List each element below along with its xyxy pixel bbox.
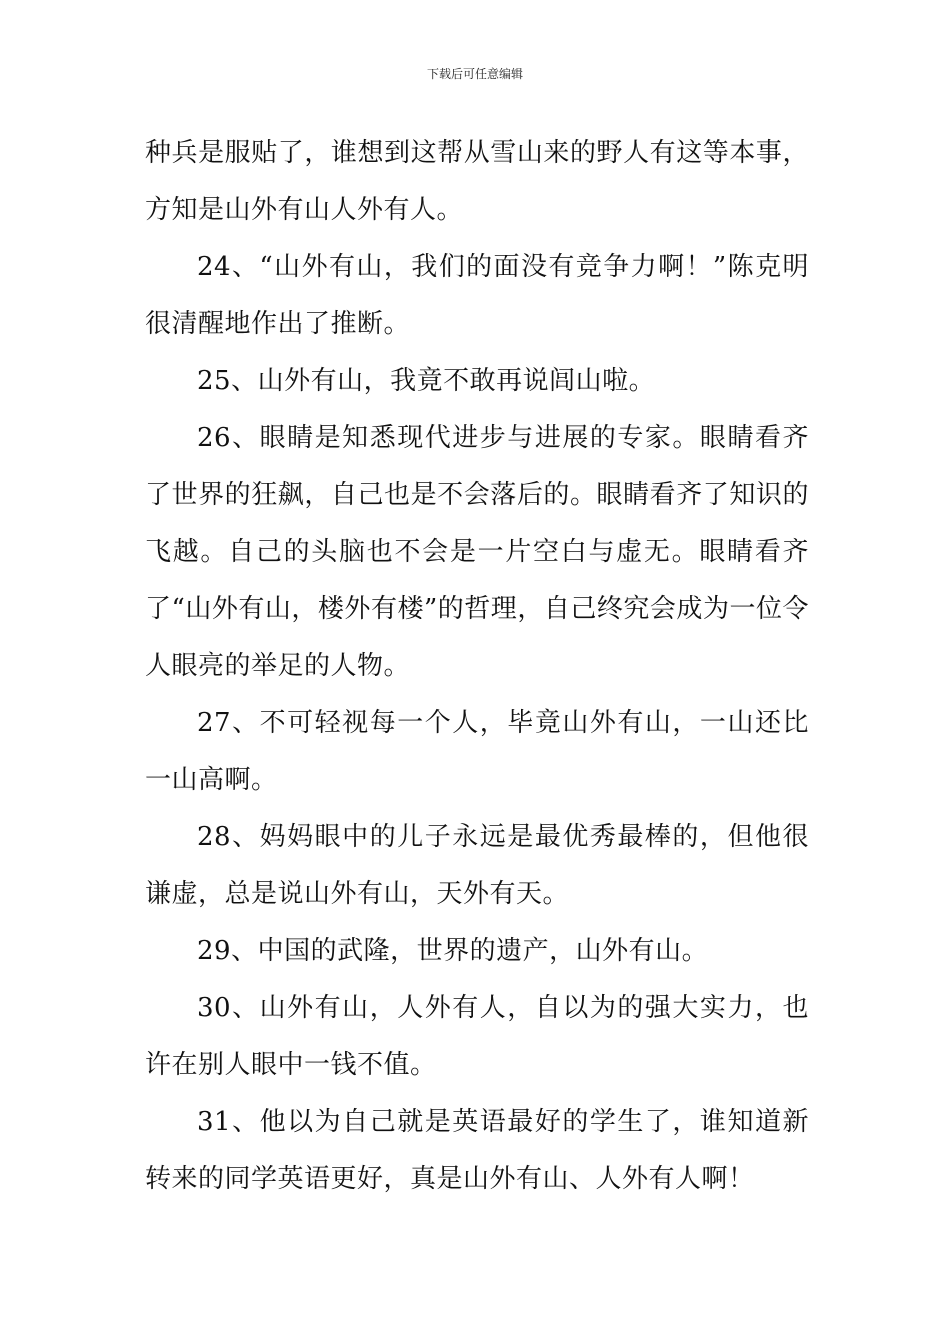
- paragraph-item-27: 27、不可轻视每一个人，毕竟山外有山，一山还比一山高啊。: [145, 708, 809, 795]
- paragraph-item-31: 31、他以为自己就是英语最好的学生了，谁知道新转来的同学英语更好，真是山外有山、人外有人啊！: [145, 1107, 809, 1194]
- paragraph-item-25: 25、山外有山，我竟不敢再说闾山啦。: [197, 366, 656, 396]
- paragraph-item-29: 29、中国的武隆，世界的遗产，山外有山。: [197, 936, 709, 966]
- paragraph-item-26: 26、眼睛是知悉现代进步与进展的专家。眼睛看齐了世界的狂飙，自己也是不会落后的。眼睛看齐了知识的飞越。自己的头脑也不会是一片空白与虚无。眼睛看齐了“山外有山，楼外有楼”的哲理，自己终究会成为一位令人眼亮的举足的人物。: [145, 423, 809, 681]
- paragraph-continuation: 种兵是服贴了，谁想到这帮从雪山来的野人有这等本事，方知是山外有山人外有人。: [145, 138, 809, 225]
- paragraph-item-24: 24、“山外有山，我们的面没有竞争力啊！”陈克明很清醒地作出了推断。: [145, 252, 809, 339]
- paragraph-item-28: 28、妈妈眼中的儿子永远是最优秀最棒的，但他很谦虚，总是说山外有山，天外有天。: [145, 822, 809, 909]
- paragraph-item-30: 30、山外有山，人外有人，自以为的强大实力，也许在别人眼中一钱不值。: [145, 993, 809, 1080]
- page-header: 下载后可任意编辑: [426, 67, 523, 81]
- document-body: [145, 125, 809, 1208]
